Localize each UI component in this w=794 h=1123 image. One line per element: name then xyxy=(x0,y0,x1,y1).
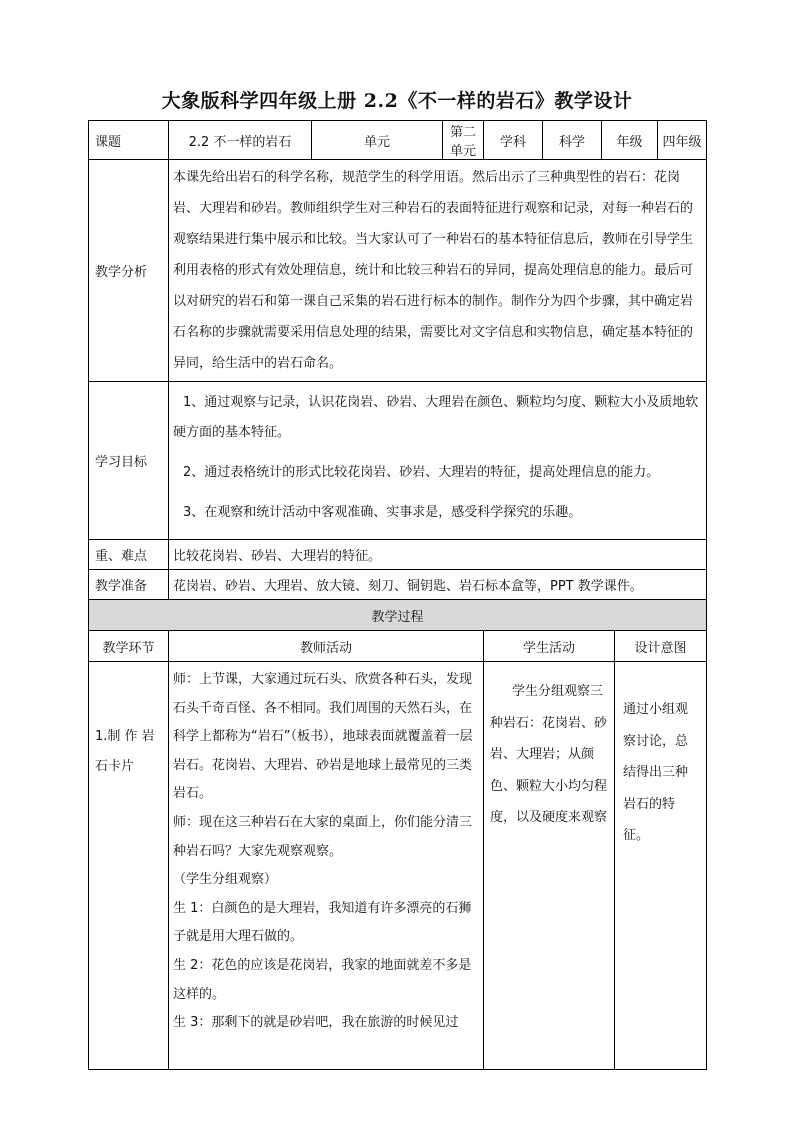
goal-item: 1、通过观察与记录，认识花岗岩、砂岩、大理岩在颜色、颗粒均匀度、颗粒大小及质地软硬方面的基本特征。 xyxy=(173,395,699,440)
analysis-row xyxy=(89,160,707,382)
goals-list xyxy=(169,382,707,540)
teacher-paragraph: 生 3：那剩下的就是砂岩吧，我在旅游的时候见过 xyxy=(173,1015,459,1031)
teacher-paragraph: 生 2：花色的应该是花岗岩，我家的地面就差不多是这样的。 xyxy=(173,957,472,1002)
process-band: 教学过程 xyxy=(89,600,707,631)
teacher-activity xyxy=(169,662,484,1070)
process-band-row xyxy=(89,600,707,631)
preparation-label: 教学准备 xyxy=(89,570,169,600)
preparation-row xyxy=(89,570,707,600)
topic-label: 课题 xyxy=(89,121,169,160)
col-header-teacher: 教师活动 xyxy=(169,631,484,662)
analysis-label: 教学分析 xyxy=(89,160,169,382)
keypoints-label: 重、难点 xyxy=(89,540,169,570)
keypoints-text: 比较花岗岩、砂岩、大理岩的特征。 xyxy=(169,540,707,570)
process-header-row xyxy=(89,631,707,662)
process-row xyxy=(89,662,707,1070)
document-title: 大象版科学四年级上册 2.2《不一样的岩石》教学设计 xyxy=(161,90,633,112)
teacher-paragraph: 师：上节课，大家通过玩石头、欣赏各种石头，发现石头千奇百怪、各不相同。我们周围的天然石头，在科学上都称为“岩石”（板书），地球表面就覆盖着一层岩石。花岗岩、大理岩、砂岩是地球上最常见的三类岩石。 xyxy=(173,672,473,802)
col-header-student: 学生活动 xyxy=(484,631,615,662)
unit-label: 单元 xyxy=(312,121,443,160)
design-intent: 通过小组观察讨论，总结得出三种岩石的特征。 xyxy=(615,662,707,1070)
grade-value: 四年级 xyxy=(658,121,707,160)
preparation-text: 花岗岩、砂岩、大理岩、放大镜、刻刀、铜钥匙、岩石标本盒等，PPT 教学课件。 xyxy=(169,570,707,600)
unit-value: 第二单元 xyxy=(443,121,484,160)
col-header-step: 教学环节 xyxy=(89,631,169,662)
goal-item: 3、在观察和统计活动中客观准确、实事求是，感受科学探究的乐趣。 xyxy=(183,505,582,520)
analysis-text: 本课先给出岩石的科学名称，规范学生的科学用语。然后出示了三种典型性的岩石：花岗岩、大理岩和砂岩。教师组织学生对三种岩石的表面特征进行观察和记录，对每一种岩石的观察结果进行集中展示和比较。当大家认可了一种岩石的基本特征信息后，教师在引导学生利用表格的形式有效处理信息，统计和比较三种岩石的异同，提高处理信息的能力。最后可以对研究的岩石和第一课自己采集的岩石进行标本的制作。制作分为四个步骤，其中确定岩石名称的步骤就需要采用信息处理的结果，需要比对文字信息和实物信息，确定基本特征的异同，给生活中的岩石命名。 xyxy=(169,160,707,382)
teacher-paragraph: （学生分组观察） xyxy=(173,872,278,888)
student-activity: 学生分组观察三种岩石：花岗岩、砂岩、大理岩；从颜色、颗粒大小均匀程度，以及硬度来观察 xyxy=(484,662,615,1070)
goals-label: 学习目标 xyxy=(89,382,169,540)
goals-row xyxy=(89,382,707,540)
step-name: 1.制 作 岩 石卡片 xyxy=(89,662,169,1070)
teacher-paragraph: 生 1：白颜色的是大理岩，我知道有许多漂亮的石狮子就是用大理石做的。 xyxy=(173,900,472,945)
col-header-intent: 设计意图 xyxy=(615,631,707,662)
topic-value: 2.2 不一样的岩石 xyxy=(169,121,312,160)
lesson-plan-table xyxy=(88,120,707,1070)
teacher-paragraph: 师：现在这三种岩石在大家的桌面上，你们能分清三种岩石吗？大家先观察观察。 xyxy=(173,814,473,859)
goal-item: 2、通过表格统计的形式比较花岗岩、砂岩、大理岩的特征，提高处理信息的能力。 xyxy=(183,465,660,480)
subject-value: 科学 xyxy=(543,121,602,160)
keypoints-row xyxy=(89,540,707,570)
grade-label: 年级 xyxy=(602,121,658,160)
header-row xyxy=(89,121,707,160)
subject-label: 学科 xyxy=(484,121,543,160)
